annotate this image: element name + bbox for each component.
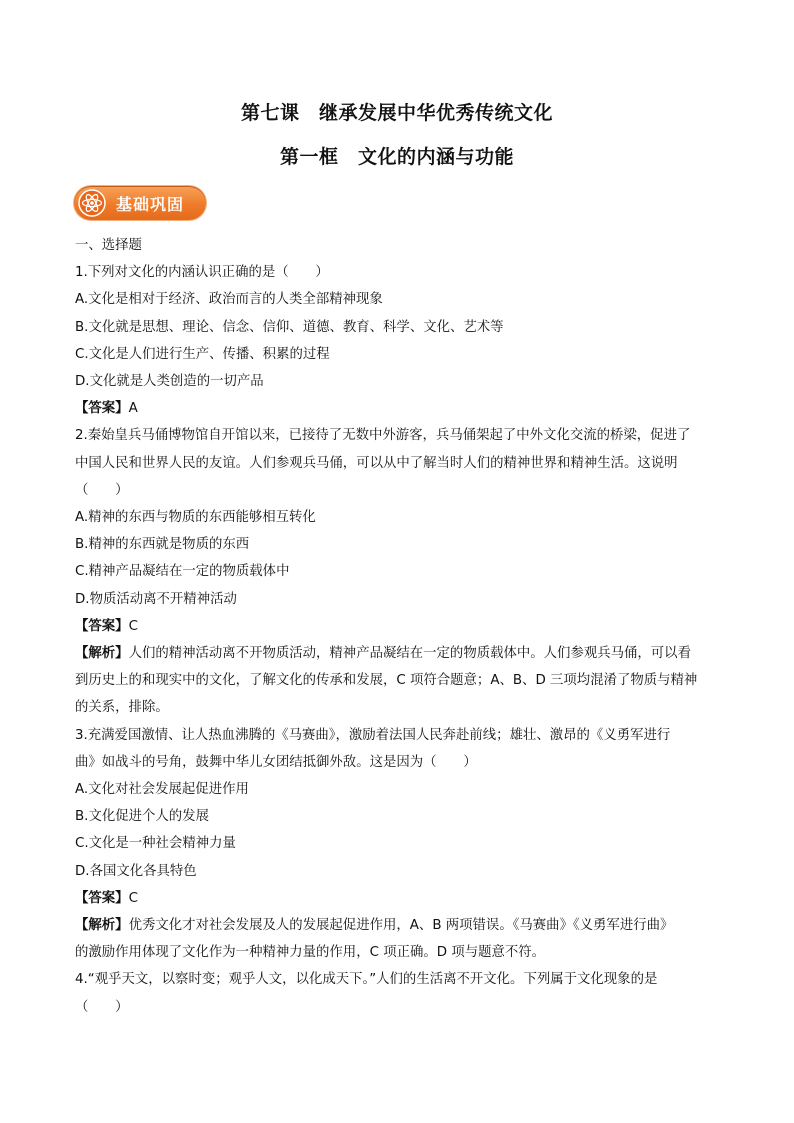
answer-line [75, 885, 725, 912]
answer-tag: 【答案】 [75, 618, 129, 634]
analysis-line: 的激励作用体现了文化作为一种精神力量的作用，C 项正确。D 项与题意不符。 [75, 945, 546, 961]
question-stem: 1.下列对文化的内涵认识正确的是（ ） [75, 265, 329, 281]
section-label: 一、选择题 [75, 238, 142, 253]
option-a: A.精神的东西与物质的东西能够相互转化 [75, 510, 316, 526]
option-b: B.精神的东西就是物质的东西 [75, 537, 250, 553]
option-c: C.文化是一种社会精神力量 [75, 836, 236, 852]
option-c: C.精神产品凝结在一定的物质载体中 [75, 564, 290, 580]
answer-line [75, 395, 725, 422]
question-stem-line: 中国人民和世界人民的友谊。人们参观兵马俑，可以从中了解当时人们的精神世界和精神生活。这说明 [75, 455, 678, 471]
page-title: 第七课 继承发展中华优秀传统文化 [240, 102, 553, 124]
option-d: D.各国文化各具特色 [75, 863, 197, 879]
option-d: D.物质活动离不开精神活动 [75, 591, 237, 607]
answer-value: C [128, 890, 138, 906]
option-c: C.文化是人们进行生产、传播、积累的过程 [75, 346, 330, 362]
option-d: D.文化就是人类创造的一切产品 [75, 374, 264, 390]
answer-line [75, 613, 725, 640]
section-badge [74, 186, 206, 220]
answer-tag: 【答案】 [75, 401, 129, 417]
answer-tag: 【答案】 [75, 890, 129, 906]
analysis-line: 的关系，排除。 [75, 700, 169, 716]
analysis-tag: 【解析】 [75, 646, 129, 662]
answer-value: C [128, 618, 138, 634]
option-b: B.文化促进个人的发展 [75, 809, 209, 825]
page-subtitle: 第一框 文化的内涵与功能 [279, 146, 514, 168]
question-stem-line: （ ） [75, 999, 129, 1015]
option-b: B.文化就是思想、理论、信念、信仰、道德、教育、科学、文化、艺术等 [75, 319, 504, 335]
analysis-line: 到历史上的和现实中的文化，了解文化的传承和发展，C 项符合题意；A、B、D 三项均混淆了物质与精神 [75, 673, 698, 689]
analysis-text: 优秀文化才对社会发展及人的发展起促进作用，A、B 两项错误。《马赛曲》《义勇军进行曲》 [128, 918, 674, 934]
analysis-line [75, 640, 725, 667]
question-stem-line: 曲》如战斗的号角，鼓舞中华儿女团结抵御外敌。这是因为（ ） [75, 754, 477, 770]
answer-value: A [128, 401, 138, 417]
badge-label: 基础巩固 [116, 195, 185, 214]
option-a: A.文化对社会发展起促进作用 [75, 782, 249, 798]
analysis-tag: 【解析】 [75, 918, 129, 934]
analysis-line [75, 912, 725, 939]
question-list [75, 232, 725, 1021]
question-stem-line: 3.充满爱国激情、让人热血沸腾的《马赛曲》，激励着法国人民奔赴前线；雄壮、激昂的《义勇军进行 [75, 727, 671, 743]
question-stem-line: 4.“观乎天文，以察时变；观乎人文，以化成天下。”人们的生活离不开文化。下列属于文化现象的是 [75, 972, 658, 988]
atom-icon [78, 189, 106, 217]
analysis-text: 人们的精神活动离不开物质活动，精神产品凝结在一定的物质载体中。人们参观兵马俑，可以看 [128, 646, 691, 662]
question-stem-line: （ ） [75, 482, 129, 498]
option-a: A.文化是相对于经济、政治而言的人类全部精神现象 [75, 292, 383, 308]
question-stem-line: 2.秦始皇兵马俑博物馆自开馆以来，已接待了无数中外游客，兵马俑架起了中外文化交流的桥梁，促进了 [75, 428, 691, 444]
